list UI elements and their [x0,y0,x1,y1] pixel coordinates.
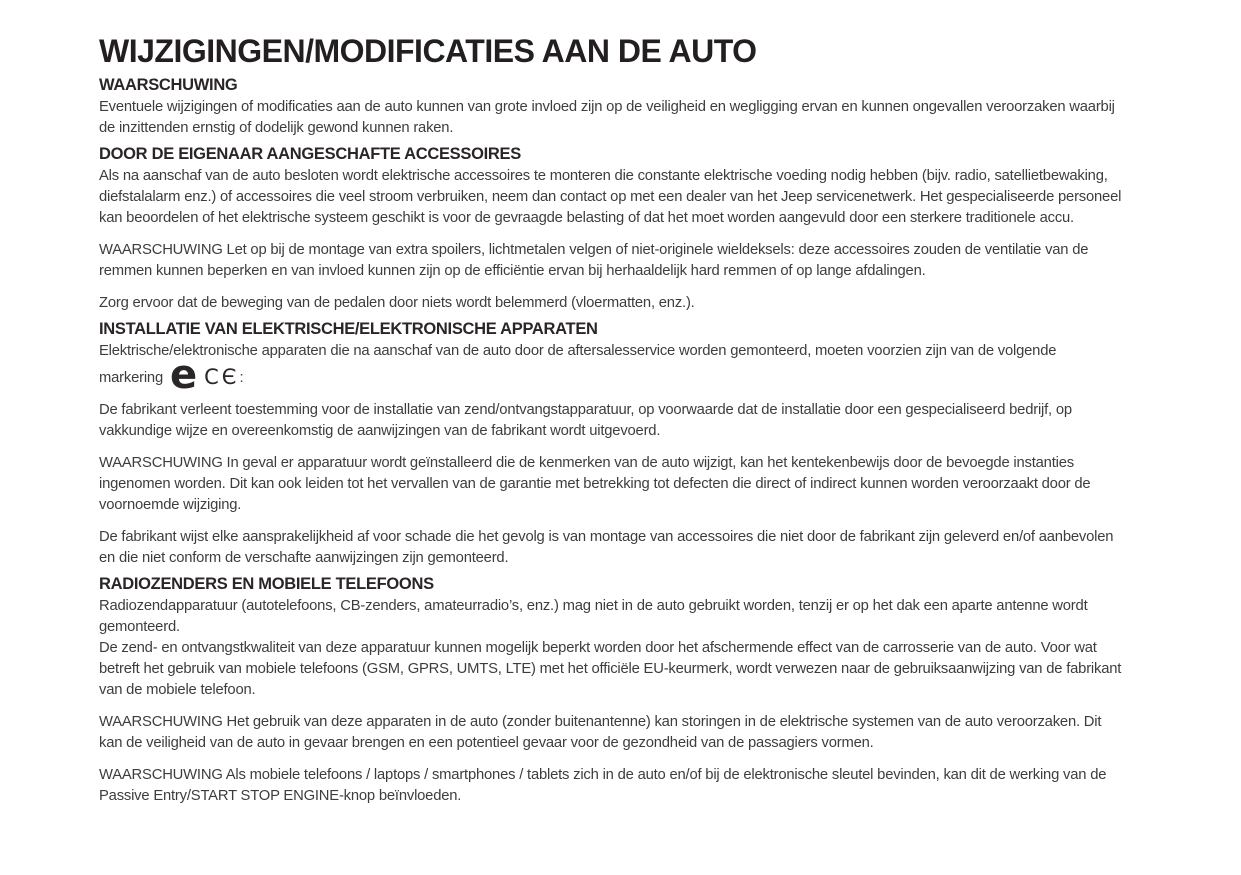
section-heading-accessoires: DOOR DE EIGENAAR AANGESCHAFTE ACCESSOIRES [99,145,521,163]
e-type-approval-mark-icon: e [169,352,198,398]
paragraph-marking [99,341,1123,398]
paragraph-electrical-accessories: Als na aanschaf van de auto besloten wordt elektrische accessoires te monteren die constante elektrische voeding nodig hebben (bijv. radio, satellietbewaking, diefstalalarm enz.) of accessoires die veel stroom verbruiken, neem dan contact op met een dealer van het Jeep servicenetwerk. Het gespecialiseerde personeel kan beoordelen of het elektrische systeem geschikt is voor de gevraagde belasting of dat het moet worden aangevuld door een sterkere traditionele accu. [99,168,1122,226]
paragraph-modifications-warning: Eventuele wijzigingen of modificaties aan de auto kunnen van grote invloed zijn op de veiligheid en wegligging ervan en kunnen ongevallen veroorzaken waarbij de inzittenden ernstig of dodelijk gewond kunnen raken. [99,99,1115,136]
paragraph-transmission-quality: De zend- en ontvangstkwaliteit van deze apparatuur kunnen mogelijk beperkt worden door het afschermende effect van de carrosserie van de auto. Voor wat betreft het gebruik van mobiele telefoons (GSM, GPRS, UMTS, LTE) met het officiële EU-keurmerk, wordt verwezen naar de gebruiksaanwijzing van de fabrikant van de mobiele telefoon. [99,640,1122,698]
marking-text: Elektrische/elektronische apparaten die na aanschaf van de auto door de aftersalesservice worden gemonteerd, moeten voorzien zijn van de volgende markering [99,343,1057,386]
paragraph-warning-interference: WAARSCHUWING Het gebruik van deze apparaten in de auto (zonder buitenantenne) kan storingen in de elektrische systemen van de auto veroorzaken. Dit kan de veiligheid van de auto in gevaar brengen en een potentieel gevaar voor de gezondheid van de passagiers vormen. [99,714,1102,751]
paragraph-warning-passive-entry: WAARSCHUWING Als mobiele telefoons / laptops / smartphones / tablets zich in de auto en/of bij de elektronische sleutel bevinden, kan dit de werking van de Passive Entry/START STOP ENGINE-knop beïnvloeden. [99,767,1107,804]
section-heading-installatie: INSTALLATIE VAN ELEKTRISCHE/ELEKTRONISCHE APPARATEN [99,320,598,338]
paragraph-radio-equipment: Radiozendapparatuur (autotelefoons, CB-zenders, amateurradio’s, enz.) mag niet in de auto gebruikt worden, tenzij er op het dak een aparte antenne wordt gemonteerd. [99,598,1088,635]
paragraph-warning-registration: WAARSCHUWING In geval er apparatuur wordt geïnstalleerd die de kenmerken van de auto wijzigt, kan het kentekenbewijs door de bevoegde instanties ingenomen worden. Dit kan ook leiden tot het vervallen van de garantie met betrekking tot defecten die direct of indirect kunnen worden veroorzaakt door de voornoemde wijziging. [99,455,1091,513]
paragraph-pedals: Zorg ervoor dat de beweging van de pedalen door niets wordt belemmerd (vloermatten, enz.). [99,295,695,311]
marking-colon: : [239,370,244,386]
page-title: WIJZIGINGEN/MODIFICATIES AAN DE AUTO [99,33,757,69]
paragraph-warning-spoilers: WAARSCHUWING Let op bij de montage van extra spoilers, lichtmetalen velgen of niet-originele wieldeksels: deze accessoires zouden de ventilatie van de remmen kunnen beperken en van invloed kunnen zijn op de efficiëntie ervan bij herhaaldelijk hard remmen of op lange afdalingen. [99,242,1089,279]
paragraph-manufacturer-permission: De fabrikant verleent toestemming voor de installatie van zend/ontvangstapparatuur, op voorwaarde dat de installatie door een gespecialiseerd bedrijf, op vakkundige wijze en overeenkomstig de aanwijzingen van de fabrikant wordt uitgevoerd. [99,402,1072,439]
ce-mark-icon: CЄ [204,365,240,389]
paragraph-liability: De fabrikant wijst elke aansprakelijkheid af voor schade die het gevolg is van montage van accessoires die niet door de fabrikant zijn geleverd en/of aanbevolen en die niet conform de verschafte aanwijzingen zijn gemonteerd. [99,529,1114,566]
section-heading-radiozenders: RADIOZENDERS EN MOBIELE TELEFOONS [99,575,434,593]
section-heading-waarschuwing: WAARSCHUWING [99,76,238,94]
